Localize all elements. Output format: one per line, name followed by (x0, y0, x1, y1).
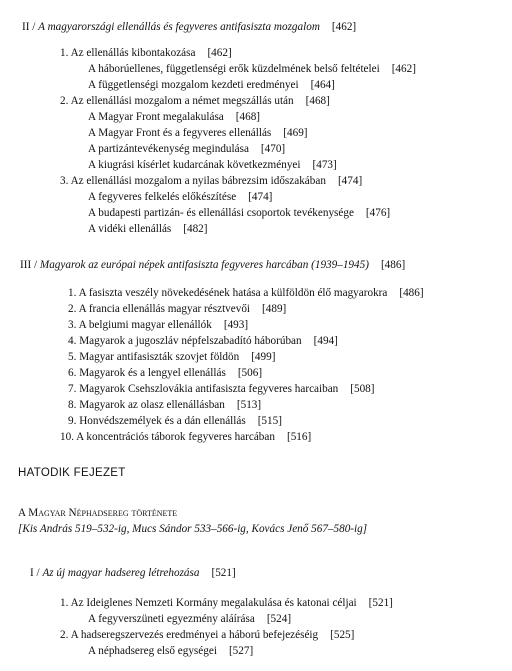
section-number: I (30, 567, 34, 579)
toc-entry: 2. A francia ellenállás magyar résztvevői [489] (68, 303, 287, 315)
section-heading-i: I / Az új magyar hadsereg létrehozása [521] (30, 567, 236, 579)
toc-entry: 1. Az ellenállás kibontakozása [462] (60, 47, 232, 59)
section-number: II (22, 21, 30, 33)
toc-entry: A fegyverszüneti egyezmény aláírása [524] (88, 613, 292, 625)
page-ref: [486] (380, 259, 406, 271)
toc-entry: 8. Magyarok az olasz ellenállásban [513] (68, 399, 262, 411)
toc-entry: A néphadsereg első egységei [527] (88, 645, 254, 657)
toc-entry: A budapesti partizán- és ellenállási csoportok tevékenysége [476] (88, 207, 391, 219)
section-title: Az új magyar hadsereg létrehozása (42, 567, 200, 579)
toc-entry: 2. Az ellenállási mozgalom a német megszállás után [468] (60, 95, 330, 107)
toc-entry: A Magyar Front megalakulása [468] (88, 111, 261, 123)
page-ref: [462] (331, 21, 357, 33)
section-number: III (20, 259, 32, 271)
toc-entry: A fegyveres felkelés előkészítése [474] (88, 191, 273, 203)
toc-entry: A Magyar Front és a fegyveres ellenállás [469] (88, 127, 308, 139)
part-title: A Magyar Néphadsereg története (18, 507, 178, 519)
toc-entry: 9. Honvédszemélyek és a dán ellenállás [515] (68, 415, 282, 427)
section-title: Magyarok az európai népek antifasiszta fegyveres harcában (1939–1945) (39, 259, 369, 271)
toc-entry: 10. A koncentrációs táborok fegyveres harcában [516] (60, 431, 312, 443)
chapter-title: HATODIK FEJEZET (18, 467, 126, 479)
toc-entry: 1. A fasiszta veszély növekedésének hatása a külföldön élő magyarokra [486] (68, 287, 424, 299)
toc-entry: A partizántevékenység megindulása [470] (88, 143, 286, 155)
part-authors: [Kis András 519–532-ig, Mucs Sándor 533–566-ig, Kovács Jenő 567–580-ig] (18, 523, 368, 535)
toc-entry: A kiugrási kísérlet kudarcának következményei [473] (88, 159, 337, 171)
toc-entry: 3. Az ellenállási mozgalom a nyilas bábrezsim időszakában [474] (60, 175, 363, 187)
toc-entry: 5. Magyar antifasiszták szovjet földön [499] (68, 351, 276, 363)
toc-entry: A vidéki ellenállás [482] (88, 223, 208, 235)
toc-entry: A háborúellenes, függetlenségi erők küzdelmének belső feltételei [462] (88, 63, 416, 75)
toc-entry: 6. Magyarok és a lengyel ellenállás [506] (68, 367, 263, 379)
toc-entry: 1. Az Ideiglenes Nemzeti Kormány megalakulása és katonai céljai [521] (60, 597, 393, 609)
section-heading-ii: II / A magyarországi ellenállás és fegyveres antifasiszta mozgalom [462] (22, 21, 357, 33)
page-ref: [521] (211, 567, 236, 579)
section-heading-iii: III / Magyarok az európai népek antifasiszta fegyveres harcában (1939–1945) [486] (20, 259, 406, 271)
section-title: A magyarországi ellenállás és fegyveres antifasiszta mozgalom (38, 21, 320, 33)
toc-entry: 4. Magyarok a jugoszláv népfelszabadító háborúban [494] (68, 335, 338, 347)
toc-entry: 2. A hadseregszervezés eredményei a háború befejezéséig [525] (60, 629, 355, 641)
toc-entry: A függetlenségi mozgalom kezdeti eredményei [464] (88, 79, 335, 91)
toc-entry: 7. Magyarok Csehszlovákia antifasiszta fegyveres harcaiban [508] (68, 383, 375, 395)
toc-entry: 3. A belgiumi magyar ellenállók [493] (68, 319, 249, 331)
